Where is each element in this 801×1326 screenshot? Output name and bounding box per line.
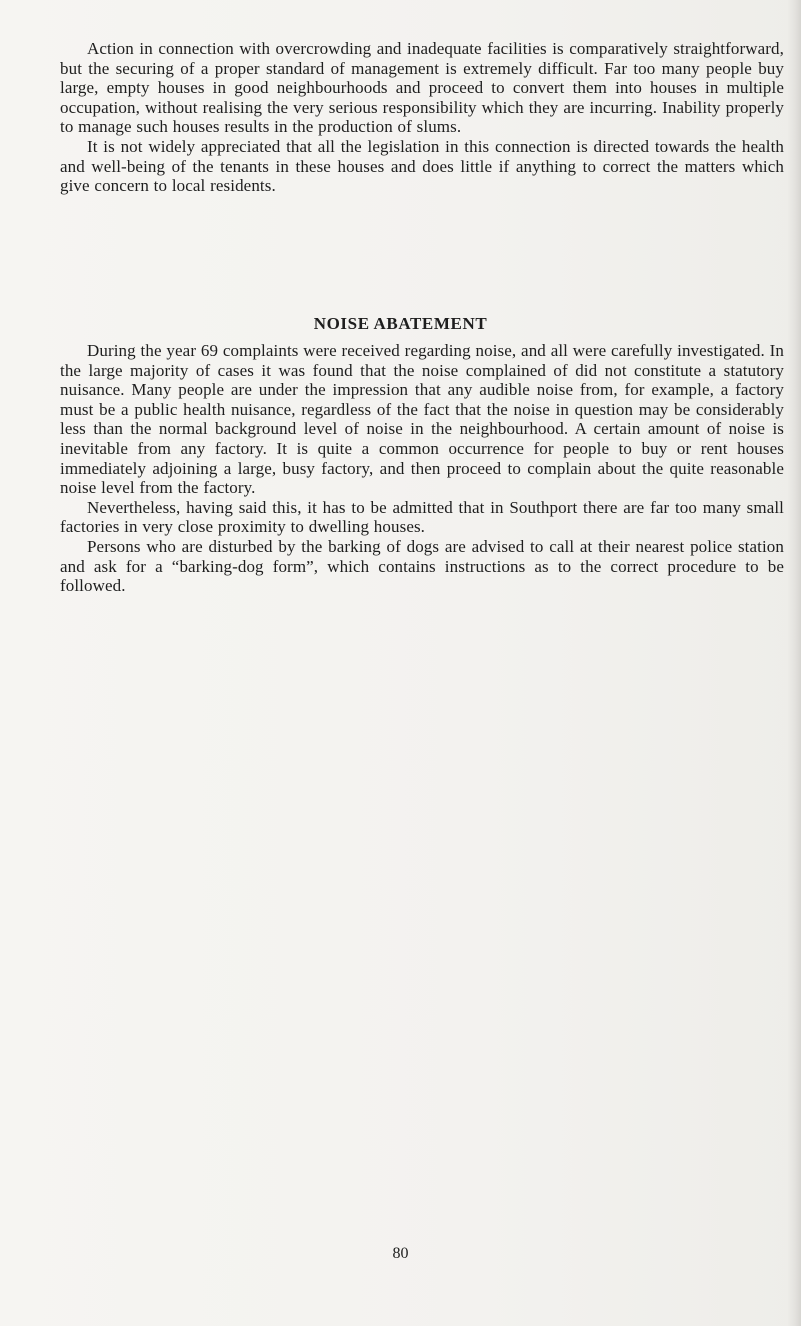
page-edge-shadow — [787, 0, 801, 1326]
page-number: 80 — [392, 1245, 409, 1262]
paragraph-barking-dogs: Persons who are disturbed by the barking of dogs are advised to call at their nearest police station and ask for a “barking-dog form”, which contains instructions as to the correct procedure to be followed. — [60, 536, 784, 596]
paragraph-noise-complaints: During the year 69 complaints were received regarding noise, and all were carefully investigated. In the large majority of cases it was found that the noise complained of did not constitute a statutory nuisance. Many people are under the impression that any audible noise from, for example, a factory must be a public health nuisance, regardless of the fact that the noise in question may be considerably less than the normal background level of noise in the neighbourhood. A certain amount of noise is inevitable from any factory. It is quite a common occurrence for people to buy or rent houses immediately adjoining a large, busy factory, and then proceed to complain about the quite reasonable noise level from the factory. — [60, 341, 784, 498]
paragraph-legislation: It is not widely appreciated that all the legislation in this connection is directed towards the health and well-being of the tenants in these houses and does little if anything to correct the matters which give concern to local residents. — [60, 136, 784, 196]
paragraph-small-factories: Nevertheless, having said this, it has to be admitted that in Southport there are far too many small factories in very close proximity to dwelling houses. — [60, 497, 784, 537]
noise-abatement-section — [60, 341, 784, 596]
paragraph-multiple-occupation: Action in connection with overcrowding and inadequate facilities is comparatively straightforward, but the securing of a proper standard of management is extremely difficult. Far too many people buy large, empty houses in good neighbourhoods and proceed to convert them into houses in multiple occupation, without realising the very serious responsibility which they are incurring. Inability properly to manage such houses results in the production of slums. — [60, 39, 784, 137]
intro-section — [60, 39, 784, 196]
section-heading-noise-abatement: NOISE ABATEMENT — [313, 314, 488, 333]
